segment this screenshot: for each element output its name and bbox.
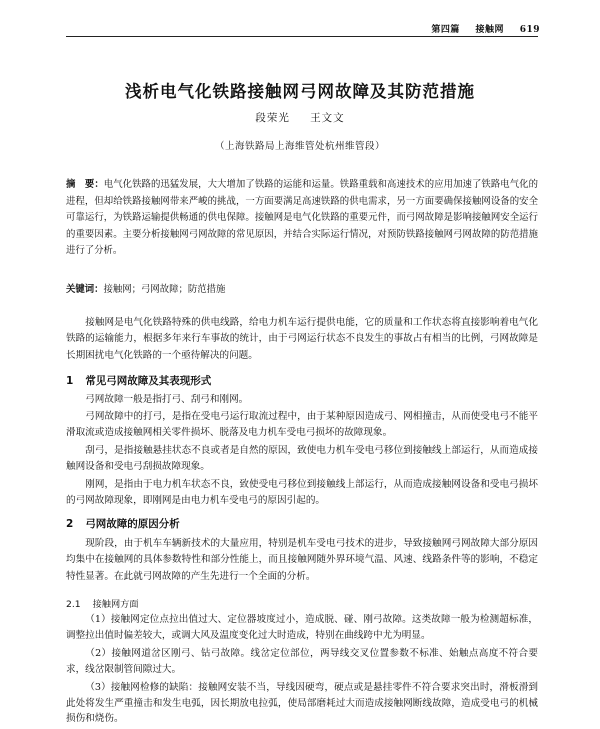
list-item: （1）接触网定位点拉出值过大、定位器坡度过小，造成脱、碰、刚弓故障。这类故障一般为检测超标准，调整拉出值时偏差较大，或调大风及温度变化过大时造成，特别在曲线跨中尤为明显。	[66, 614, 538, 642]
body-paragraph: 弓网故障中的打弓，是指在受电弓运行取流过程中，由于某种原因造成弓、网相撞击，从而使受电弓不能平滑取流或造成接触网相关零件损坏、脱落及电力机车受电弓损坏的故障现象。	[66, 411, 538, 439]
abstract-label: 摘 要：	[66, 179, 104, 190]
subsection-heading	[66, 596, 139, 610]
page-number: 619	[519, 25, 540, 35]
running-header	[419, 22, 540, 35]
article-title: 浅析电气化铁路接触网弓网故障及其防范措施	[125, 82, 475, 101]
author-name: 段荣光	[255, 112, 290, 124]
body-paragraph: 刚网，是指由于电力机车状态不良，致使受电弓移位到接触线上部运行，从而造成接触网设备和受电弓损坏的弓网故障现象，即刚网是由电力机车受电弓的原因引起的。	[66, 479, 538, 507]
author-affiliation: （上海铁路局上海维管处杭州维管段）	[214, 141, 385, 152]
section-number: 2	[66, 518, 74, 530]
list-item: （2）接触网道岔区刚弓、钻弓故障。线岔定位部位，两导线交叉位置参数不标准、始触点高度不符合要求，线岔限制管间隙过大。	[66, 648, 538, 676]
header-rule	[66, 36, 538, 37]
list-item: （3）接触网检修的缺陷：接触网安装不当，导线因硬弯，硬点或是悬挂零件不符合要求突出时，滑板滑到此处将发生严重撞击和发生电弧，因长期放电拉弧，使局部磨耗过大而造成接触网断线故障，造成受电弓的机械损伤和烧伤。	[66, 682, 538, 724]
subsection-number: 2.1	[66, 599, 81, 610]
body-paragraph: 弓网故障一般是指打弓、刮弓和刚网。	[85, 394, 249, 405]
abstract	[66, 177, 538, 260]
section-heading	[66, 516, 180, 531]
section-label: 接触网	[475, 25, 505, 35]
section-heading	[66, 373, 211, 388]
intro-paragraph: 接触网是电气化铁路特殊的供电线路，给电力机车运行提供电能，它的质量和工作状态将直接影响着电气化铁路的运输能力，根据多年来行车事故的统计，由于弓网运行状态不良发生的事故占有相当的比例，弓网故障是长期困扰电气化铁路的一个亟待解决的问题。	[66, 317, 538, 361]
chapter-label: 第四篇	[431, 25, 460, 35]
body-paragraph: 现阶段，由于机车车辆新技术的大量应用，特别是机车受电弓技术的进步，导致接触网弓网故障大部分原因均集中在接触网的具体参数特性和部分性能上，而且接触网随外界环境气温、风速、线路条件等的影响，不稳定特性显著。在此就弓网故障的产生先进行一个全面的分析。	[66, 538, 538, 582]
author-name: 王文文	[310, 112, 345, 124]
keywords-label: 关键词：	[66, 284, 104, 295]
subsection-title: 接触网方面	[92, 599, 139, 610]
author-list	[0, 110, 600, 125]
section-title: 常见弓网故障及其表现形式	[85, 375, 212, 387]
section-title: 弓网故障的原因分析	[85, 518, 180, 530]
abstract-text: 电气化铁路的迅猛发展，大大增加了铁路的运能和运量。铁路重载和高速技术的应用加速了铁路电气化的进程，但却给铁路接触网带来严峻的挑战，一方面要满足高速铁路的供电需求，另一方面要确保接触网设备的安全可靠运行，为铁路运输提供畅通的供电保障。接触网是电气化铁路的重要元件，而弓网故障是影响接触网安全运行的重要因素。主要分析接触网弓网故障的常见原因，并结合实际运行情况，对预防铁路接触网弓网故障的防范措施进行了分析。	[66, 179, 538, 256]
body-paragraph: 刮弓，是指接触悬挂状态不良或者是自然的原因，致使电力机车受电弓移位到接触线上部运行，从而造成接触网设备和受电弓刮损故障现象。	[66, 445, 538, 473]
keywords-text: 接触网；弓网故障；防范措施	[103, 284, 226, 295]
section-number: 1	[66, 375, 74, 387]
keywords	[66, 283, 538, 297]
